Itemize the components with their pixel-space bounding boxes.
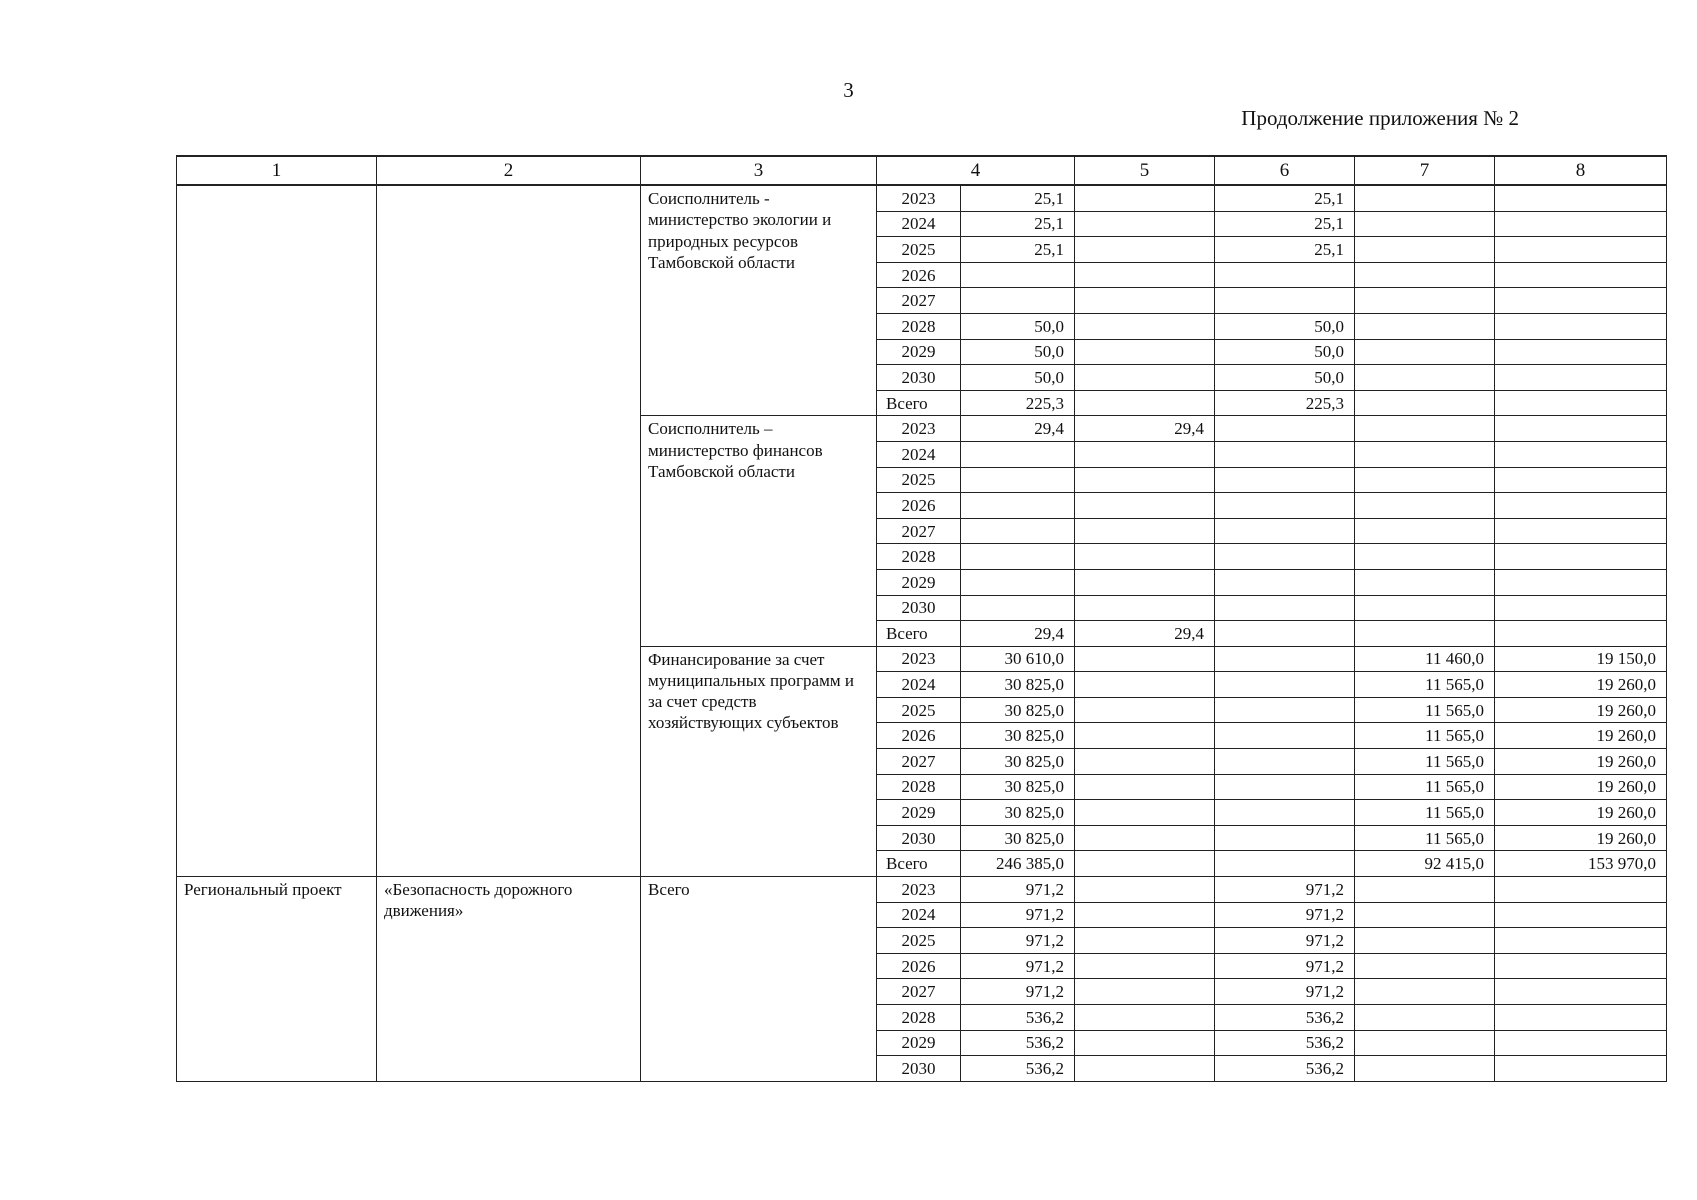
- amount-cell-c6: 25,1: [1215, 185, 1355, 211]
- amount-cell-c5: [1075, 851, 1215, 877]
- column-header: 6: [1215, 156, 1355, 185]
- amount-cell-c7: [1355, 467, 1495, 493]
- amount-cell-c6: [1215, 262, 1355, 288]
- amount-cell-c6: 971,2: [1215, 902, 1355, 928]
- amount-cell-c8: [1495, 185, 1667, 211]
- amount-cell-c4: [961, 595, 1075, 621]
- amount-cell-c4: 25,1: [961, 211, 1075, 237]
- amount-cell-c7: 11 565,0: [1355, 723, 1495, 749]
- amount-cell-c6: [1215, 646, 1355, 672]
- executor-cell: Всего: [641, 877, 877, 1082]
- amount-cell-c6: 971,2: [1215, 928, 1355, 954]
- amount-cell-c6: [1215, 621, 1355, 647]
- page-number: 3: [843, 78, 854, 102]
- year-cell: 2023: [877, 646, 961, 672]
- amount-cell-c7: [1355, 237, 1495, 263]
- executor-cell: Соисполнитель – министерство финансов Тамбовской области: [641, 416, 877, 646]
- amount-cell-c4: 971,2: [961, 979, 1075, 1005]
- amount-cell-c6: [1215, 697, 1355, 723]
- amount-cell-c4: 30 825,0: [961, 825, 1075, 851]
- amount-cell-c6: [1215, 851, 1355, 877]
- amount-cell-c5: [1075, 211, 1215, 237]
- amount-cell-c7: [1355, 390, 1495, 416]
- amount-cell-c6: [1215, 569, 1355, 595]
- amount-cell-c7: 11 565,0: [1355, 825, 1495, 851]
- amount-cell-c5: [1075, 1005, 1215, 1031]
- year-cell: 2024: [877, 211, 961, 237]
- amount-cell-c8: [1495, 544, 1667, 570]
- amount-cell-c7: [1355, 416, 1495, 442]
- amount-cell-c6: [1215, 467, 1355, 493]
- amount-cell-c5: [1075, 595, 1215, 621]
- amount-cell-c6: 971,2: [1215, 953, 1355, 979]
- amount-cell-c5: [1075, 646, 1215, 672]
- amount-cell-c4: 246 385,0: [961, 851, 1075, 877]
- year-cell: 2024: [877, 902, 961, 928]
- column-header: 8: [1495, 156, 1667, 185]
- year-cell: 2028: [877, 544, 961, 570]
- amount-cell-c4: 225,3: [961, 390, 1075, 416]
- amount-cell-c6: 25,1: [1215, 237, 1355, 263]
- total-label: Всего: [877, 851, 961, 877]
- year-cell: 2029: [877, 800, 961, 826]
- amount-cell-c8: [1495, 313, 1667, 339]
- amount-cell-c8: [1495, 467, 1667, 493]
- amount-cell-c5: [1075, 928, 1215, 954]
- amount-cell-c5: [1075, 262, 1215, 288]
- amount-cell-c7: [1355, 928, 1495, 954]
- column-number-row: [177, 156, 1667, 185]
- amount-cell-c6: [1215, 595, 1355, 621]
- amount-cell-c4: 30 825,0: [961, 749, 1075, 775]
- amount-cell-c8: [1495, 390, 1667, 416]
- year-row: [177, 185, 1667, 211]
- amount-cell-c5: [1075, 800, 1215, 826]
- amount-cell-c4: [961, 467, 1075, 493]
- amount-cell-c4: [961, 262, 1075, 288]
- amount-cell-c7: [1355, 902, 1495, 928]
- year-cell: 2027: [877, 518, 961, 544]
- amount-cell-c4: 30 825,0: [961, 774, 1075, 800]
- amount-cell-c7: [1355, 1030, 1495, 1056]
- amount-cell-c8: [1495, 621, 1667, 647]
- continuation-title: Продолжение приложения № 2: [1241, 106, 1519, 130]
- year-cell: 2030: [877, 595, 961, 621]
- amount-cell-c4: 25,1: [961, 237, 1075, 263]
- project-name-cell: [377, 185, 641, 877]
- year-row: [177, 877, 1667, 903]
- amount-cell-c5: [1075, 825, 1215, 851]
- amount-cell-c7: [1355, 339, 1495, 365]
- column-header: 7: [1355, 156, 1495, 185]
- amount-cell-c4: [961, 518, 1075, 544]
- amount-cell-c8: [1495, 877, 1667, 903]
- column-header: 3: [641, 156, 877, 185]
- amount-cell-c4: 30 825,0: [961, 800, 1075, 826]
- amount-cell-c5: [1075, 877, 1215, 903]
- total-label: Всего: [877, 390, 961, 416]
- amount-cell-c8: [1495, 1005, 1667, 1031]
- amount-cell-c7: [1355, 441, 1495, 467]
- amount-cell-c7: 11 565,0: [1355, 697, 1495, 723]
- amount-cell-c4: 30 825,0: [961, 697, 1075, 723]
- amount-cell-c7: [1355, 365, 1495, 391]
- amount-cell-c4: 971,2: [961, 902, 1075, 928]
- amount-cell-c8: [1495, 518, 1667, 544]
- amount-cell-c5: [1075, 518, 1215, 544]
- amount-cell-c8: [1495, 569, 1667, 595]
- year-cell: 2023: [877, 185, 961, 211]
- year-cell: 2023: [877, 877, 961, 903]
- year-cell: 2027: [877, 749, 961, 775]
- year-cell: 2025: [877, 697, 961, 723]
- column-header: 2: [377, 156, 641, 185]
- year-cell: 2025: [877, 928, 961, 954]
- amount-cell-c5: [1075, 774, 1215, 800]
- year-cell: 2023: [877, 416, 961, 442]
- year-cell: 2030: [877, 825, 961, 851]
- amount-cell-c8: [1495, 237, 1667, 263]
- amount-cell-c6: [1215, 493, 1355, 519]
- amount-cell-c5: [1075, 1030, 1215, 1056]
- financing-table: [176, 155, 1667, 1082]
- amount-cell-c8: [1495, 953, 1667, 979]
- amount-cell-c8: [1495, 595, 1667, 621]
- amount-cell-c5: [1075, 441, 1215, 467]
- amount-cell-c4: 536,2: [961, 1030, 1075, 1056]
- amount-cell-c5: [1075, 288, 1215, 314]
- year-cell: 2028: [877, 313, 961, 339]
- year-cell: 2030: [877, 365, 961, 391]
- year-cell: 2026: [877, 262, 961, 288]
- amount-cell-c8: 19 260,0: [1495, 697, 1667, 723]
- amount-cell-c8: 19 260,0: [1495, 800, 1667, 826]
- amount-cell-c5: [1075, 672, 1215, 698]
- amount-cell-c7: [1355, 569, 1495, 595]
- amount-cell-c8: [1495, 928, 1667, 954]
- amount-cell-c4: 30 610,0: [961, 646, 1075, 672]
- amount-cell-c5: [1075, 185, 1215, 211]
- amount-cell-c4: 971,2: [961, 953, 1075, 979]
- amount-cell-c4: 50,0: [961, 339, 1075, 365]
- amount-cell-c5: 29,4: [1075, 621, 1215, 647]
- year-cell: 2027: [877, 979, 961, 1005]
- amount-cell-c5: [1075, 467, 1215, 493]
- amount-cell-c4: 971,2: [961, 928, 1075, 954]
- year-cell: 2029: [877, 1030, 961, 1056]
- year-cell: 2029: [877, 569, 961, 595]
- column-header: 1: [177, 156, 377, 185]
- amount-cell-c6: [1215, 749, 1355, 775]
- amount-cell-c5: [1075, 544, 1215, 570]
- amount-cell-c5: [1075, 339, 1215, 365]
- amount-cell-c5: [1075, 313, 1215, 339]
- measure-name-cell: [177, 185, 377, 877]
- executor-cell: Финансирование за счет муниципальных программ и за счет средств хозяйствующих субъектов: [641, 646, 877, 876]
- amount-cell-c4: [961, 288, 1075, 314]
- amount-cell-c5: [1075, 979, 1215, 1005]
- amount-cell-c4: [961, 493, 1075, 519]
- amount-cell-c7: 11 565,0: [1355, 800, 1495, 826]
- amount-cell-c7: 11 565,0: [1355, 672, 1495, 698]
- year-cell: 2030: [877, 1056, 961, 1082]
- amount-cell-c4: 536,2: [961, 1005, 1075, 1031]
- year-cell: 2027: [877, 288, 961, 314]
- amount-cell-c6: [1215, 825, 1355, 851]
- amount-cell-c4: 29,4: [961, 621, 1075, 647]
- table-body: [177, 156, 1667, 1081]
- amount-cell-c6: 971,2: [1215, 979, 1355, 1005]
- amount-cell-c8: [1495, 416, 1667, 442]
- amount-cell-c6: 50,0: [1215, 365, 1355, 391]
- amount-cell-c6: [1215, 288, 1355, 314]
- amount-cell-c8: 153 970,0: [1495, 851, 1667, 877]
- column-header: 4: [877, 156, 1075, 185]
- amount-cell-c8: 19 260,0: [1495, 774, 1667, 800]
- amount-cell-c8: [1495, 441, 1667, 467]
- total-label: Всего: [877, 621, 961, 647]
- amount-cell-c8: [1495, 365, 1667, 391]
- amount-cell-c6: [1215, 800, 1355, 826]
- amount-cell-c5: [1075, 237, 1215, 263]
- amount-cell-c6: [1215, 774, 1355, 800]
- amount-cell-c8: [1495, 339, 1667, 365]
- amount-cell-c7: [1355, 1005, 1495, 1031]
- amount-cell-c5: [1075, 365, 1215, 391]
- year-cell: 2025: [877, 237, 961, 263]
- amount-cell-c5: [1075, 697, 1215, 723]
- amount-cell-c6: 25,1: [1215, 211, 1355, 237]
- year-cell: 2025: [877, 467, 961, 493]
- amount-cell-c8: [1495, 493, 1667, 519]
- amount-cell-c6: 536,2: [1215, 1005, 1355, 1031]
- amount-cell-c7: [1355, 493, 1495, 519]
- executor-cell: Соисполнитель - министерство экологии и природных ресурсов Тамбовской области: [641, 185, 877, 416]
- year-cell: 2028: [877, 774, 961, 800]
- amount-cell-c4: 50,0: [961, 365, 1075, 391]
- amount-cell-c5: [1075, 902, 1215, 928]
- amount-cell-c4: 25,1: [961, 185, 1075, 211]
- year-cell: 2029: [877, 339, 961, 365]
- amount-cell-c8: [1495, 288, 1667, 314]
- amount-cell-c8: 19 260,0: [1495, 672, 1667, 698]
- amount-cell-c8: 19 260,0: [1495, 723, 1667, 749]
- amount-cell-c6: 50,0: [1215, 339, 1355, 365]
- amount-cell-c6: 536,2: [1215, 1030, 1355, 1056]
- amount-cell-c4: [961, 544, 1075, 570]
- amount-cell-c8: 19 150,0: [1495, 646, 1667, 672]
- amount-cell-c8: [1495, 979, 1667, 1005]
- amount-cell-c6: [1215, 518, 1355, 544]
- year-cell: 2024: [877, 441, 961, 467]
- amount-cell-c7: [1355, 877, 1495, 903]
- amount-cell-c4: [961, 569, 1075, 595]
- amount-cell-c7: [1355, 595, 1495, 621]
- amount-cell-c7: [1355, 953, 1495, 979]
- amount-cell-c6: [1215, 416, 1355, 442]
- amount-cell-c7: [1355, 621, 1495, 647]
- amount-cell-c7: [1355, 518, 1495, 544]
- amount-cell-c6: [1215, 544, 1355, 570]
- amount-cell-c7: 11 565,0: [1355, 774, 1495, 800]
- amount-cell-c8: 19 260,0: [1495, 749, 1667, 775]
- year-cell: 2026: [877, 953, 961, 979]
- amount-cell-c5: [1075, 953, 1215, 979]
- amount-cell-c4: 30 825,0: [961, 672, 1075, 698]
- amount-cell-c7: [1355, 262, 1495, 288]
- amount-cell-c8: [1495, 211, 1667, 237]
- amount-cell-c8: [1495, 1056, 1667, 1082]
- amount-cell-c4: [961, 441, 1075, 467]
- amount-cell-c5: [1075, 569, 1215, 595]
- amount-cell-c7: [1355, 1056, 1495, 1082]
- amount-cell-c6: 225,3: [1215, 390, 1355, 416]
- amount-cell-c7: [1355, 185, 1495, 211]
- amount-cell-c4: 536,2: [961, 1056, 1075, 1082]
- amount-cell-c7: [1355, 313, 1495, 339]
- year-cell: 2028: [877, 1005, 961, 1031]
- amount-cell-c8: [1495, 262, 1667, 288]
- amount-cell-c5: [1075, 723, 1215, 749]
- amount-cell-c6: 971,2: [1215, 877, 1355, 903]
- amount-cell-c6: [1215, 441, 1355, 467]
- column-header: 5: [1075, 156, 1215, 185]
- amount-cell-c6: 50,0: [1215, 313, 1355, 339]
- amount-cell-c8: 19 260,0: [1495, 825, 1667, 851]
- amount-cell-c7: 11 460,0: [1355, 646, 1495, 672]
- amount-cell-c6: [1215, 723, 1355, 749]
- amount-cell-c7: [1355, 288, 1495, 314]
- year-cell: 2026: [877, 723, 961, 749]
- amount-cell-c4: 30 825,0: [961, 723, 1075, 749]
- amount-cell-c7: [1355, 979, 1495, 1005]
- amount-cell-c8: [1495, 1030, 1667, 1056]
- amount-cell-c7: 11 565,0: [1355, 749, 1495, 775]
- year-cell: 2026: [877, 493, 961, 519]
- amount-cell-c6: 536,2: [1215, 1056, 1355, 1082]
- amount-cell-c5: [1075, 493, 1215, 519]
- project-name-cell: «Безопасность дорожного движения»: [377, 877, 641, 1082]
- amount-cell-c5: [1075, 390, 1215, 416]
- amount-cell-c6: [1215, 672, 1355, 698]
- amount-cell-c4: 29,4: [961, 416, 1075, 442]
- amount-cell-c4: 50,0: [961, 313, 1075, 339]
- amount-cell-c5: [1075, 749, 1215, 775]
- amount-cell-c7: 92 415,0: [1355, 851, 1495, 877]
- amount-cell-c5: 29,4: [1075, 416, 1215, 442]
- amount-cell-c7: [1355, 544, 1495, 570]
- amount-cell-c4: 971,2: [961, 877, 1075, 903]
- amount-cell-c8: [1495, 902, 1667, 928]
- year-cell: 2024: [877, 672, 961, 698]
- measure-name-cell: Региональный проект: [177, 877, 377, 1082]
- amount-cell-c7: [1355, 211, 1495, 237]
- amount-cell-c5: [1075, 1056, 1215, 1082]
